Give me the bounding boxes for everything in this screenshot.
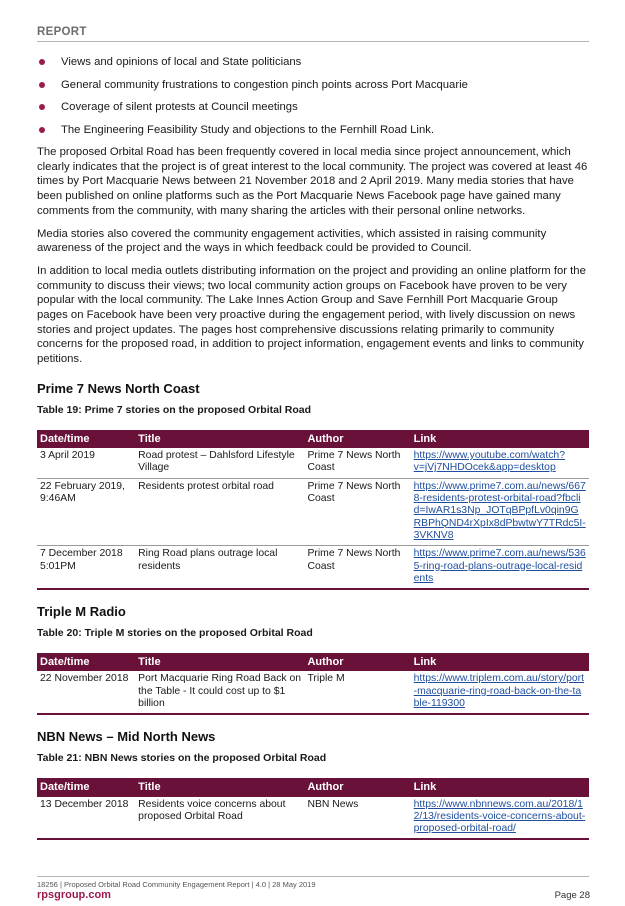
cell-title: Residents voice concerns about proposed Orbital Road [135,797,304,840]
cell-date: 22 February 2019, 9:46AM [37,478,135,545]
cell-date: 13 December 2018 [37,797,135,840]
col-header-link: Link [411,430,589,448]
table-caption-21: Table 21: NBN News stories on the proposed Orbital Road [37,752,327,765]
table-header-row [37,778,589,796]
bullet-list [37,55,590,137]
list-item: Coverage of silent protests at Council meetings [37,100,590,114]
cell-link [411,448,589,478]
footer-document-ref: 18256 | Proposed Orbital Road Community Engagement Report | 4.0 | 28 May 2019 [37,880,316,889]
col-header-title: Title [135,430,304,448]
bullet-icon [39,82,45,88]
table-row [37,671,589,714]
cell-title: Port Macquarie Ring Road Back on the Table - It could cost up to $1 billion [135,671,304,714]
story-link[interactable]: https://www.youtube.com/watch?v=jVj7NHDOcek&app=desktop [413,450,565,474]
cell-link [411,797,589,840]
col-header-title: Title [135,778,304,796]
table-row [37,797,589,840]
bullet-icon [39,104,45,110]
bullet-icon [39,127,45,133]
cell-date: 22 November 2018 [37,671,135,714]
list-item: The Engineering Feasibility Study and objections to the Fernhill Road Link. [37,123,590,137]
table-triplem [37,653,589,715]
table-header-row [37,653,589,671]
paragraph-facebook-groups: In addition to local media outlets distributing information on the project and providing an online platform for the community to discuss their views; two local community action groups on Facebook have proven to be very popular with the local community. The Lake Innes Action Group and Save Fernhill Port Macquarie Group pages on Facebook have been very proactive during the engagement period, with lively discussion on news stories and project updates. The pages host comprehensive discussions relating primarily to community concerns for the proposed road, in addition to project information, engagement events and links to community petitions. [37,264,586,366]
section-heading-triplem: Triple M Radio [37,604,126,620]
cell-date: 3 April 2019 [37,448,135,478]
table-caption-20: Table 20: Triple M stories on the proposed Orbital Road [37,627,313,640]
cell-author: Prime 7 News North Coast [304,478,410,545]
table-header-row [37,430,589,448]
col-header-date: Date/time [37,778,135,796]
list-item: General community frustrations to congestion pinch points across Port Macquarie [37,78,590,92]
story-link[interactable]: https://www.triplem.com.au/story/port-macquarie-ring-road-back-on-the-table-119300 [413,673,585,709]
cell-link [411,546,589,589]
col-header-author: Author [304,778,410,796]
story-link[interactable]: https://www.nbnnews.com.au/2018/12/13/residents-voice-concerns-about-proposed-orbital-road/ [413,798,586,835]
col-header-author: Author [304,653,410,671]
col-header-date: Date/time [37,653,135,671]
page-content [37,55,590,846]
table-row [37,448,589,478]
paragraph-media-coverage: The proposed Orbital Road has been frequently covered in local media since project announcement, which clearly indicates that the project is of great interest to the local community. The project was covered at least 46 times by Port Macquarie News between 21 November 2018 and 2 April 2019. Many media stories that have been published on online platforms such as the Port Macquarie News Facebook page have gained many comments from the community, with many sharing the articles with their personal online networks. [37,146,588,217]
table-row [37,546,589,589]
table-caption-19: Table 19: Prime 7 stories on the proposed Orbital Road [37,403,312,416]
cell-title: Road protest – Dahlsford Lifestyle Village [135,448,304,478]
cell-author: NBN News [304,797,410,840]
table-prime7 [37,430,589,590]
cell-title: Ring Road plans outrage local residents [135,546,304,589]
page-number: Page 28 [554,890,590,901]
cell-author: Prime 7 News North Coast [304,448,410,478]
col-header-date: Date/time [37,430,135,448]
bullet-icon [39,59,45,65]
table-row [37,478,589,545]
col-header-author: Author [304,430,410,448]
cell-link [411,671,589,714]
col-header-title: Title [135,653,304,671]
cell-link [411,478,589,545]
story-link[interactable]: https://www.prime7.com.au/news/5365-ring-road-plans-outrage-local-residents [413,548,586,584]
cell-title: Residents protest orbital road [135,478,304,545]
footer-website: rpsgroup.com [37,889,111,901]
paragraph-engagement: Media stories also covered the community engagement activities, which assisted in raising community awareness of the project and the ways in which feedback could be provided to Council. [37,227,547,255]
list-item: Views and opinions of local and State politicians [37,55,590,69]
cell-author: Triple M [304,671,410,714]
report-header: REPORT [37,26,589,42]
cell-author: Prime 7 News North Coast [304,546,410,589]
col-header-link: Link [411,778,589,796]
footer-divider [37,876,589,877]
cell-date: 7 December 2018 5:01PM [37,546,135,589]
section-heading-nbn: NBN News – Mid North News [37,729,216,745]
section-heading-prime7: Prime 7 News North Coast [37,380,200,396]
table-nbn [37,778,589,840]
story-link[interactable]: https://www.prime7.com.au/news/6678-residents-protest-orbital-road?fbclid=IwAR1s3Np_JOTqBPpfLv0qin9GRBPhQND4rXpIx8dPbwtwY7TRdc5I-3VKNV8 [413,480,586,541]
col-header-link: Link [411,653,589,671]
